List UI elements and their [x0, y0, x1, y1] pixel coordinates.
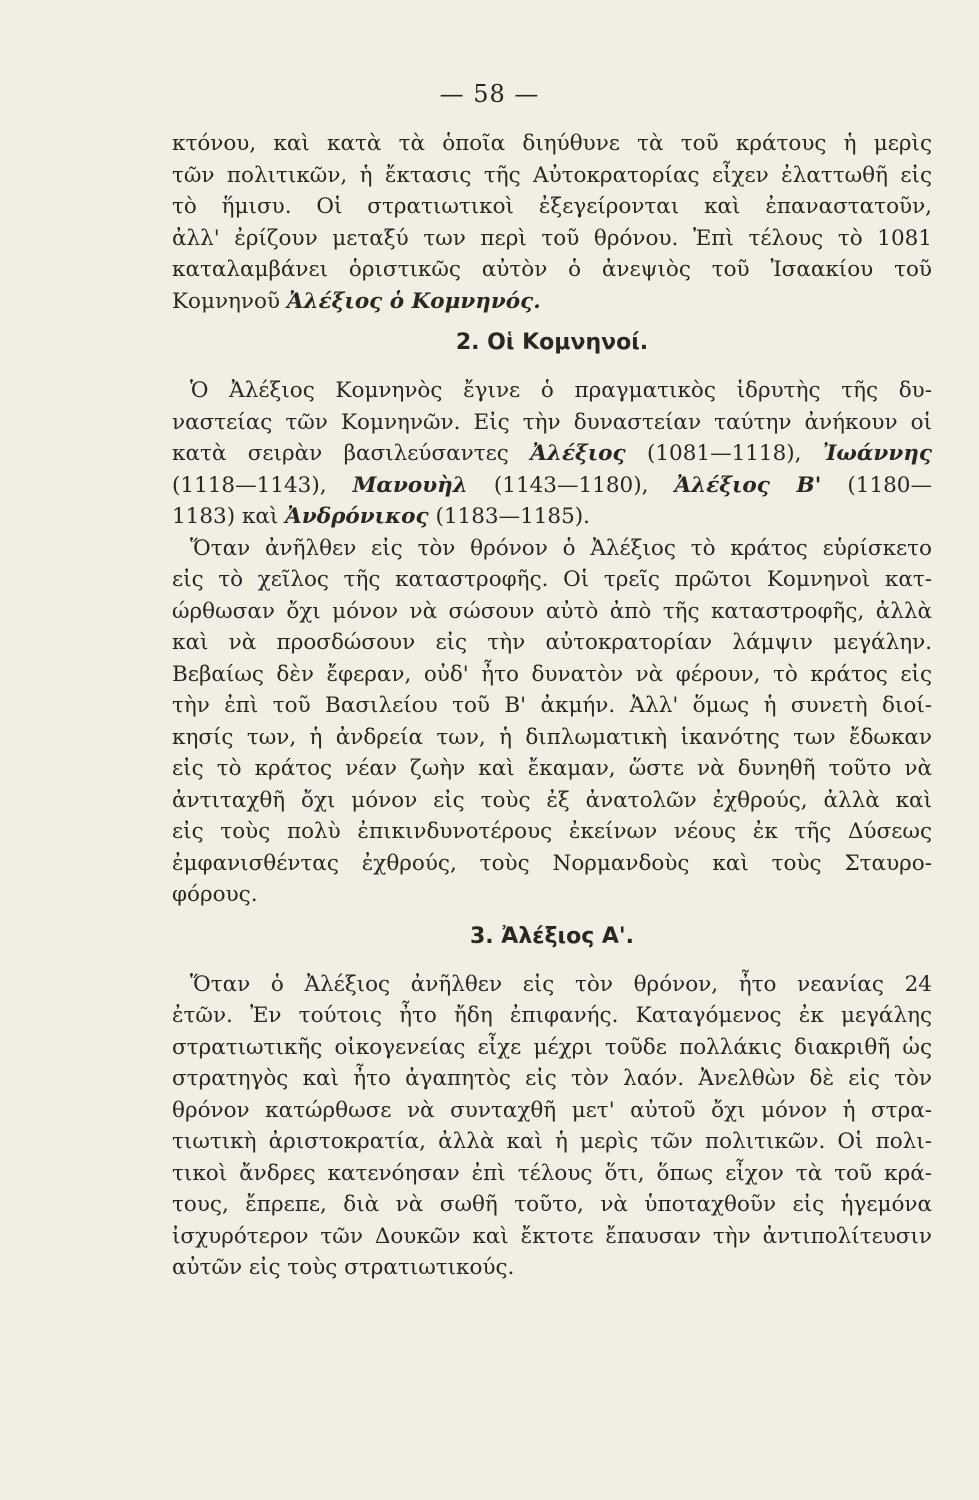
text-line: τὸ ἥμισυ. Οἱ στρατιωτικοὶ ἐξεγείρονται καὶ ἐπαναστατοῦν, — [172, 194, 932, 219]
text-line: ἀντιταχθῆ ὄχι μόνον εἰς τοὺς ἐξ ἀνατολῶν ἐχθρούς, ἀλλὰ καὶ — [172, 787, 932, 813]
text-line: στρατιωτικῆς οἰκογενείας εἶχε μέχρι τοῦδε πολλάκις διακριθῆ ὡς — [172, 1034, 932, 1060]
text-line: θρόνον κατώρθωσε νὰ συνταχθῆ μετ' αὐτοῦ ὄχι μόνον ἡ στρα- — [172, 1097, 932, 1123]
bold-name: Μανουὴλ — [352, 472, 468, 498]
text-line: ἐτῶν. Ἐν τούτοις ἦτο ἤδη ἐπιφανής. Καταγόμενος ἐκ μεγάλης — [172, 1003, 932, 1028]
text-run: 1183) καὶ — [172, 504, 286, 529]
text-run: (1081—1118), — [625, 441, 823, 466]
bold-name: Ἀνδρόνικος — [285, 504, 429, 529]
text-line — [172, 286, 932, 318]
bold-name: Ἀλέξιος — [530, 441, 626, 466]
text-run: (1143—1180), — [467, 472, 675, 498]
text-line: εἰς τοὺς πολὺ ἐπικινδυνοτέρους ἐκείνων νέους ἐκ τῆς Δύσεως — [172, 819, 932, 844]
text-line: εἰς τὸ χεῖλος τῆς καταστροφῆς. Οἱ τρεῖς πρῶτοι Κομνηνοὶ κατ- — [172, 567, 932, 592]
text-line: κτόνου, καὶ κατὰ τὰ ὁποῖα διηύθυνε τὰ τοῦ κράτους ἡ μερὶς — [172, 131, 932, 156]
text-line: Ὅταν ὁ Ἀλέξιος ἀνῆλθεν εἰς τὸν θρόνον, ἦτο νεανίας 24 — [190, 971, 932, 997]
text-run: Κομνηνοῦ — [172, 288, 287, 314]
paragraph-intro — [172, 128, 932, 317]
bold-name: Ἀλέξιος Β' — [674, 472, 822, 498]
text-run: κατὰ σειρὰν βασιλεύσαντες — [172, 441, 531, 466]
text-line: καὶ νὰ προσδώσουν εἰς τὴν αὐτοκρατορίαν λάμψιν μεγάλην. — [172, 630, 932, 655]
text-line: τιωτικὴ ἀριστοκρατία, ἀλλὰ καὶ ἡ μερὶς τῶν πολιτικῶν. Οἱ πολι- — [172, 1129, 932, 1154]
page-body — [172, 128, 932, 1284]
text-line: ώρθωσαν ὄχι μόνον νὰ σώσουν αὐτὸ ἀπὸ τῆς καταστροφῆς, ἀλλὰ — [172, 598, 932, 624]
text-line: ναστείας τῶν Κομνηνῶν. Εἰς τὴν δυναστείαν ταύτην ἀνήκουν οἱ — [172, 409, 932, 435]
text-line: ἰσχυρότερον τῶν Δουκῶν καὶ ἔκτοτε ἔπαυσαν τὴν ἀντιπολίτευσιν — [172, 1223, 932, 1249]
text-run: (1118—1143), — [172, 472, 353, 498]
section-heading-komnenoi: 2. Οἱ Κομνηνοί. — [455, 330, 649, 355]
paragraph-alexios — [172, 969, 932, 1284]
text-line: καταλαμβάνει ὁριστικῶς αὐτὸν ὁ ἀνεψιὸς τοῦ Ἰσαακίου τοῦ — [172, 257, 932, 282]
text-line: Ὅταν ἀνῆλθεν εἰς τὸν θρόνον ὁ Ἀλέξιος τὸ κράτος εὑρίσκετο — [190, 535, 932, 561]
text-line: ἀλλ' ἐρίζουν μεταξύ των περὶ τοῦ θρόνου. Ἐπὶ τέλους τὸ 1081 — [172, 225, 932, 251]
page-number: — 58 — — [439, 80, 540, 108]
bold-name: Ἀλέξιος ὁ Κομνηνός. — [286, 288, 541, 314]
text-line: τικοὶ ἄνδρες κατενόησαν ἐπὶ τέλους ὅτι, ὅπως εἶχον τὰ τοῦ κρά- — [172, 1160, 932, 1186]
text-line: Ὁ Ἀλέξιος Κομνηνὸς ἔγινε ὁ πραγματικὸς ἱδρυτὴς τῆς δυ- — [190, 378, 932, 403]
text-line: ἐμφανισθέντας ἐχθρούς, τοὺς Νορμανδοὺς καὶ τοὺς Σταυρο- — [172, 850, 932, 876]
section-heading-alexios: 3. Ἀλέξιος Α'. — [469, 923, 635, 949]
text-line: εἰς τὸ κράτος νέαν ζωὴν καὶ ἔκαμαν, ὥστε νὰ δυνηθῆ τοῦτο νὰ — [172, 756, 932, 781]
paragraph-restoration — [172, 533, 932, 911]
text-line: φόρους. — [172, 882, 258, 907]
text-line: τῶν πολιτικῶν, ἡ ἔκτασις τῆς Αὐτοκρατορίας εἶχεν ἐλαττωθῆ εἰς — [172, 162, 932, 188]
text-line: Βεβαίως δὲν ἔφεραν, οὐδ' ἦτο δυνατὸν νὰ φέρουν, τὸ κράτος εἰς — [172, 661, 932, 687]
text-line: αὐτῶν εἰς τοὺς στρατιωτικούς. — [172, 1255, 515, 1280]
text-line: τὴν ἐπὶ τοῦ Βασιλείου τοῦ Β' ἀκμήν. Ἀλλ' ὅμως ἡ συνετὴ διοί- — [172, 693, 932, 718]
text-run: (1183—1185). — [428, 504, 591, 529]
paragraph-dynasty — [172, 375, 932, 533]
text-line: τους, ἔπρεπε, διὰ νὰ σωθῆ τοῦτο, νὰ ὑποταχθοῦν εἰς ἡγεμόνα — [172, 1192, 932, 1217]
text-line — [172, 470, 932, 502]
text-line — [172, 501, 932, 533]
text-line: κησίς των, ἡ ἀνδρεία των, ἡ διπλωματικὴ ἱκανότης των ἔδωκαν — [172, 724, 932, 750]
text-line — [172, 438, 932, 470]
bold-name: Ἰωάννης — [822, 441, 932, 466]
text-line: στρατηγὸς καὶ ἦτο ἀγαπητὸς εἰς τὸν λαόν. Ἀνελθὼν δὲ εἰς τὸν — [172, 1066, 932, 1091]
text-run: (1180— — [821, 472, 932, 498]
